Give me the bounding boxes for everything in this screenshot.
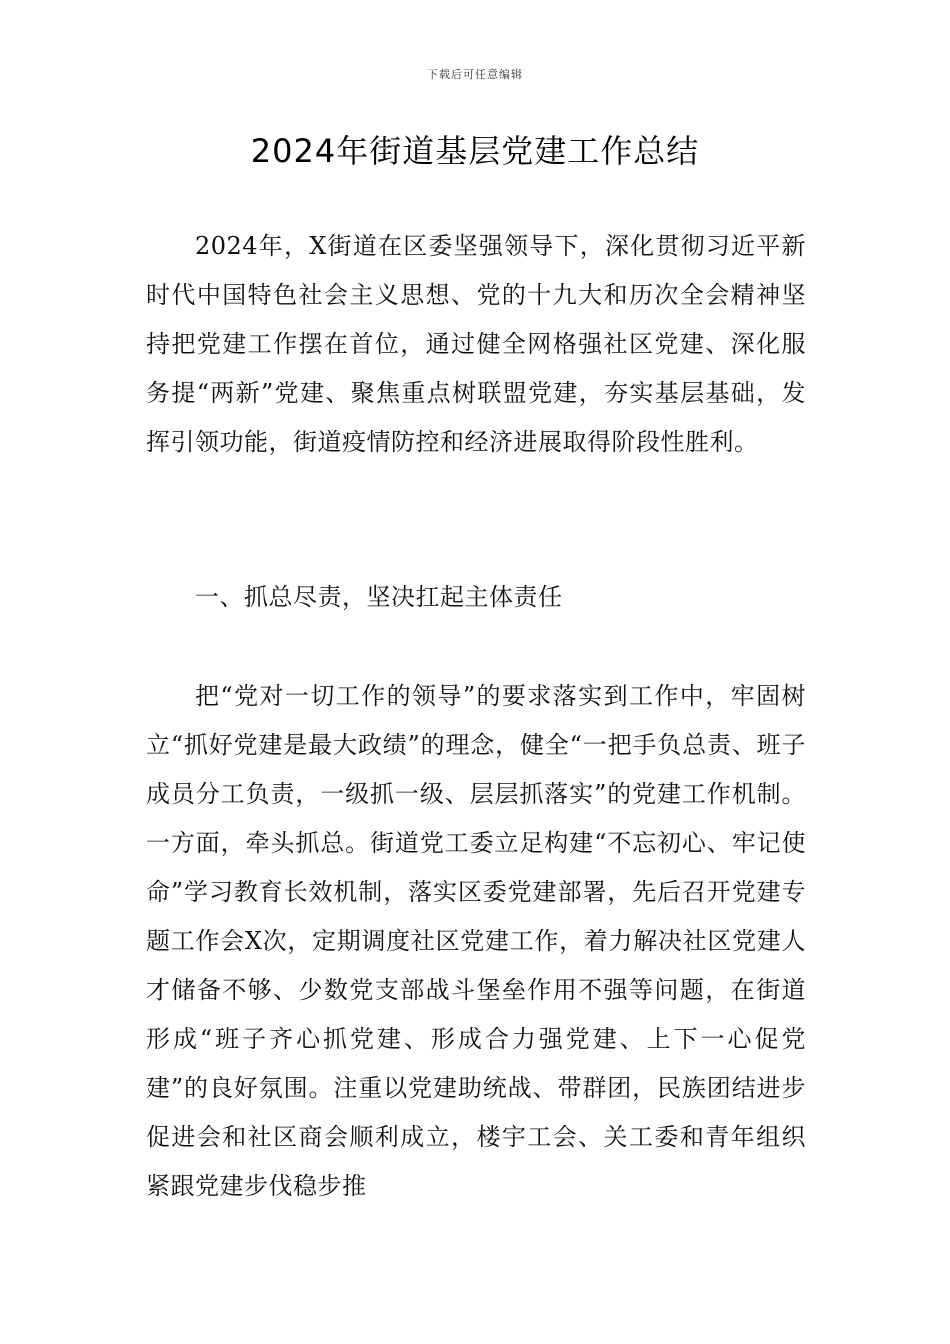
intro-paragraph: 2024年，X街道在区委坚强领导下，深化贯彻习近平新时代中国特色社会主义思想、党的十九大和历次全会精神坚持把党建工作摆在首位，通过健全网格强社区党建、深化服务提“两新”党建、聚焦重点树联盟党建，夯实基层基础，发挥引领功能，街道疫情防控和经济进展取得阶段性胜利。 (146, 232, 806, 456)
body-paragraph: 把“党对一切工作的领导”的要求落实到工作中，牢固树立“抓好党建是最大政绩”的理念，健全“一把手负总责、班子成员分工负责，一级抓一级、层层抓落实”的党建工作机制。一方面，牵头抓总。街道党工委立足构建“不忘初心、牢记使命”学习教育长效机制，落实区委党建部署，先后召开党建专题工作会X次，定期调度社区党建工作，着力解决社区党建人才储备不够、少数党支部战斗堡垒作用不强等问题，在街道形成“班子齐心抓党建、形成合力强党建、上下一心促党建”的良好氛围。注重以党建助统战、带群团，民族团结进步促进会和社区商会顺利成立，楼宇工会、关工委和青年组织紧跟党建步伐稳步推 (146, 682, 806, 1200)
header-note: 下载后可任意编辑 (427, 68, 523, 81)
section-heading: 一、抓总尽责，坚决扛起主体责任 (195, 583, 563, 611)
document-title: 2024年街道基层党建工作总结 (250, 132, 700, 170)
